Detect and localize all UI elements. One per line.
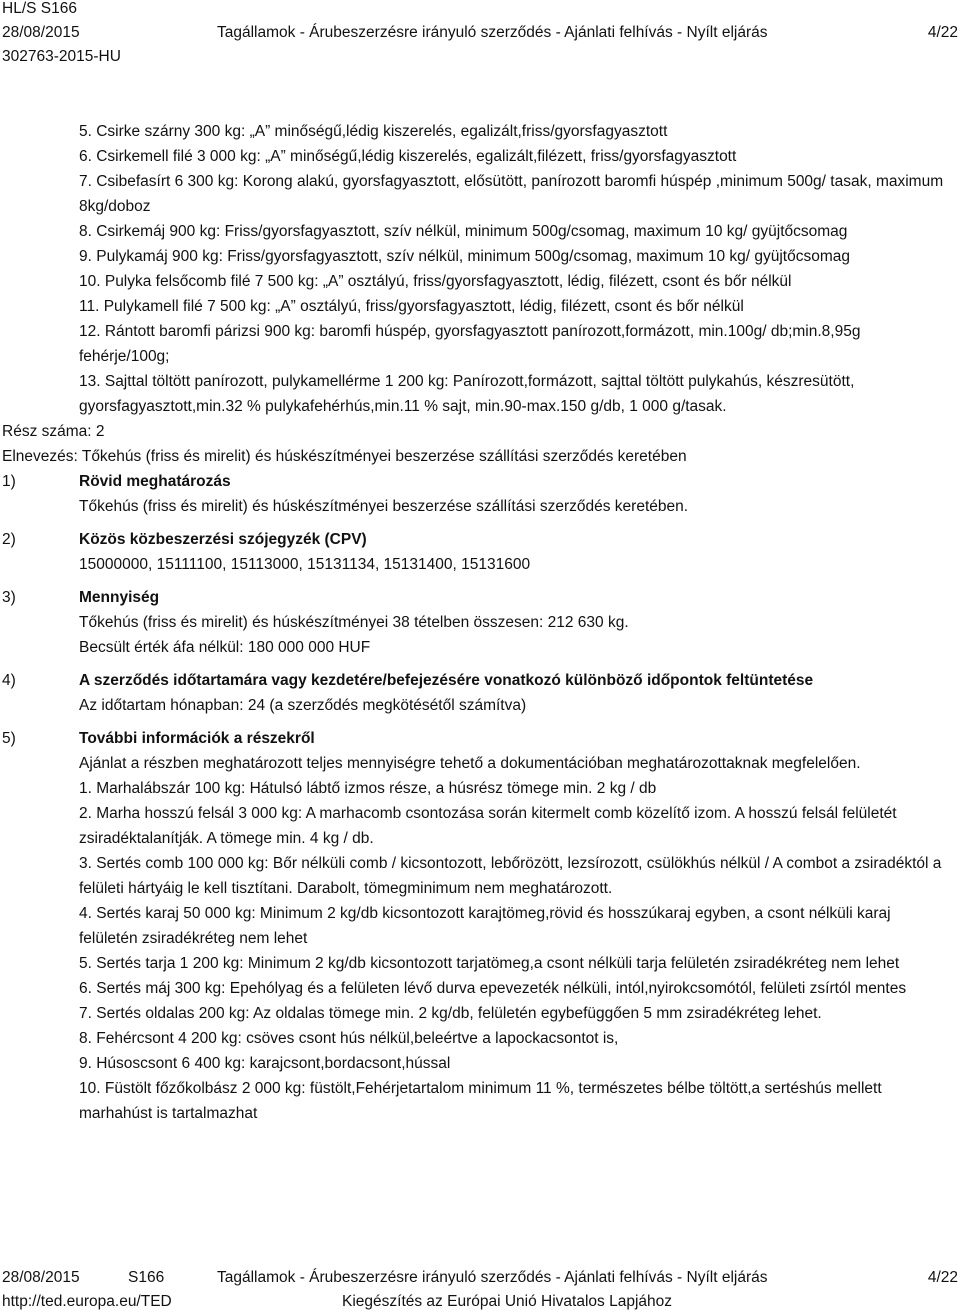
list-item: 9. Húsoscsont 6 400 kg: karajcsont,bordacsont,hússal — [79, 1055, 451, 1072]
list-item: 10. Pulyka felsőcomb filé 7 500 kg: „A” osztályú, friss/gyorsfagyasztott, lédig, filézett, csont és bőr nélkül — [79, 273, 792, 290]
list-item: 4. Sertés karaj 50 000 kg: Minimum 2 kg/db kicsontozott karajtömeg,rövid és hosszúkaraj egyben, a csont nélküli karaj felületén zsiradékréteg nem lehet — [79, 905, 891, 947]
previous-lot-items — [0, 119, 960, 419]
list-item: 9. Pulykamáj 900 kg: Friss/gyorsfagyasztott, szív nélkül, minimum 500g/csomag, maximum 10 kg/ gyüjtőcsomag — [79, 248, 850, 265]
section-title: Mennyiség — [79, 589, 160, 606]
section-number: 3) — [2, 589, 16, 606]
list-item: 11. Pulykamell filé 7 500 kg: „A” osztályú, friss/gyorsfagyasztott, lédig, filézett, csont és bőr nélkül — [79, 298, 744, 315]
list-item: 10. Füstölt főzőkolbász 2 000 kg: füstölt,Fehérjetartalom minimum 11 %, természetes bélbe töltött,a sertéshús mellett marhahúst is tartalmazhat — [79, 1080, 882, 1122]
footer-date: 28/08/2015 — [2, 1269, 80, 1286]
lot-name: Elnevezés: Tőkehús (friss és mirelit) és húskészítményei beszerzése szállítási szerződés keretében — [2, 448, 687, 465]
footer-page-number: 4/22 — [927, 1269, 958, 1286]
section-number: 2) — [2, 531, 16, 548]
section-additional-info — [0, 726, 960, 1126]
section-duration — [0, 668, 960, 718]
header-reference: 302763-2015-HU — [2, 48, 121, 65]
list-item: 5. Csirke szárny 300 kg: „A” minőségű,lédig kiszerelés, egalizált,friss/gyorsfagyasztott — [79, 123, 668, 140]
lot-number: Rész száma: 2 — [2, 423, 105, 440]
footer-title: Tagállamok - Árubeszerzésre irányuló szerződés - Ajánlati felhívás - Nyílt eljárás — [217, 1269, 768, 1286]
list-item: 13. Sajttal töltött panírozott, pulykamellérme 1 200 kg: Panírozott,formázott, sajttal töltött pulykahús, készresütött, gyorsfagyasztott,min.32 % pulykafehérhús,min.11 % sajt, min.90-max.150 g/db, 1 000 g/tasak. — [79, 373, 855, 415]
page-header — [0, 0, 960, 70]
list-item: 8. Fehércsont 4 200 kg: csöves csont hús nélkül,beleértve a lapockacsontot is, — [79, 1030, 619, 1047]
section-text: Tőkehús (friss és mirelit) és húskészítményei 38 tételben összesen: 212 630 kg. — [79, 614, 629, 631]
page-footer — [0, 1263, 960, 1311]
section-short-description — [0, 469, 960, 519]
list-item: 7. Csibefasírt 6 300 kg: Korong alakú, gyorsfagyasztott, elősütött, panírozott baromfi húspép ,minimum 500g/ tasak, maximum 8kg/doboz — [79, 173, 944, 215]
list-item: 5. Sertés tarja 1 200 kg: Minimum 2 kg/db kicsontozott tarjatömeg,a csont nélküli tarja felületén zsiradékréteg nem lehet — [79, 955, 900, 972]
section-text: Ajánlat a részben meghatározott teljes mennyiségre tehető a dokumentációban meghatározottaknak megfelelően. — [79, 755, 861, 772]
section-number: 4) — [2, 672, 16, 689]
list-item: 1. Marhalábszár 100 kg: Hátulsó lábtő izmos része, a húsrész tömege min. 2 kg / db — [79, 780, 657, 797]
footer-issue: S166 — [128, 1269, 165, 1286]
section-text: Tőkehús (friss és mirelit) és húskészítményei beszerzése szállítási szerződés keretében. — [79, 498, 689, 515]
page-content — [0, 119, 960, 1126]
section-title: Rövid meghatározás — [79, 473, 231, 490]
section-title: Közös közbeszerzési szójegyzék (CPV) — [79, 531, 367, 548]
list-item: 8. Csirkemáj 900 kg: Friss/gyorsfagyasztott, szív nélkül, minimum 500g/csomag, maximum 10 kg/ gyüjtőcsomag — [79, 223, 848, 240]
header-title: Tagállamok - Árubeszerzésre irányuló szerződés - Ajánlati felhívás - Nyílt eljárás — [217, 24, 768, 41]
section-title: További információk a részekről — [79, 730, 315, 747]
section-text: 15000000, 15111100, 15113000, 15131134, 15131400, 15131600 — [79, 556, 531, 573]
doc-code: HL/S S166 — [2, 0, 77, 17]
list-item: 7. Sertés oldalas 200 kg: Az oldalas tömege min. 2 kg/db, felületén egybefüggően 5 mm zsiradékréteg lehet. — [79, 1005, 822, 1022]
header-page-number: 4/22 — [927, 24, 958, 41]
list-item: 3. Sertés comb 100 000 kg: Bőr nélküli comb / kicsontozott, lebőrözött, lezsírozott, csülökhús nélkül / A combot a zsiradéktól a felületi hártyáig le kell tisztítani. Darabolt, tömegminimum nem meghatározott. — [79, 855, 942, 897]
section-title: A szerződés időtartamára vagy kezdetére/befejezésére vonatkozó különböző időpontok feltüntetése — [79, 672, 814, 689]
section-number: 5) — [2, 730, 16, 747]
list-item: 2. Marha hosszú felsál 3 000 kg: A marhacomb csontozása során kitermelt comb közelítő izom. A hosszú felsál felületét zsiradéktalanítják. A tömege min. 4 kg / db. — [79, 805, 897, 847]
section-text: Becsült érték áfa nélkül: 180 000 000 HUF — [79, 639, 371, 656]
list-item: 6. Sertés máj 300 kg: Epehólyag és a felületen lévő durva epevezeték nélküli, intól,nyirokcsomótól, felületi zsírtól mentes — [79, 980, 907, 997]
header-date: 28/08/2015 — [2, 24, 80, 41]
section-quantity — [0, 585, 960, 660]
section-text: Az időtartam hónapban: 24 (a szerződés megkötésétől számítva) — [79, 697, 527, 714]
footer-url: http://ted.europa.eu/TED — [2, 1293, 172, 1310]
list-item: 12. Rántott baromfi párizsi 900 kg: baromfi húspép, gyorsfagyasztott panírozott,formázott, min.100g/ db;min.8,95g fehérje/100g; — [79, 323, 861, 365]
section-cpv — [0, 527, 960, 577]
section-number: 1) — [2, 473, 16, 490]
list-item: 6. Csirkemell filé 3 000 kg: „A” minőségű,lédig kiszerelés, egalizált,filézett, friss/gyorsfagyasztott — [79, 148, 737, 165]
footer-supplement: Kiegészítés az Európai Unió Hivatalos Lapjához — [342, 1293, 672, 1310]
